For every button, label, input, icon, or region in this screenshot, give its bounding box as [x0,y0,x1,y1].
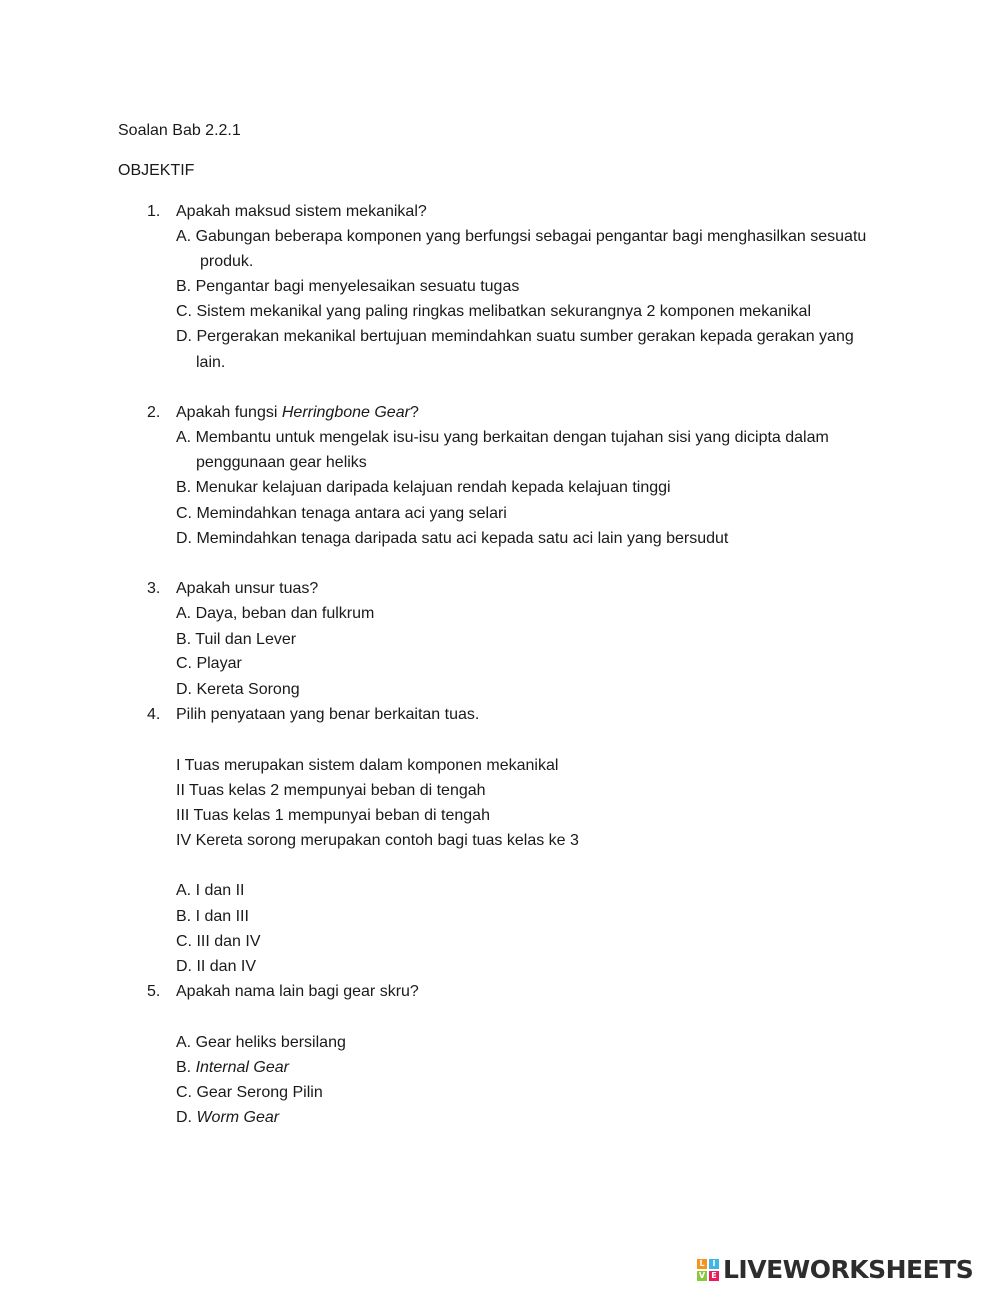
statement: II Tuas kelas 2 mempunyai beban di tengah [176,782,486,799]
question-text: Apakah fungsi Herringbone Gear? [176,404,419,421]
answer-option: A. Gear heliks bersilang [176,1034,346,1051]
answer-option: A. Daya, beban dan fulkrum [176,605,375,622]
answer-option: C. Sistem mekanikal yang paling ringkas melibatkan sekurangnya 2 komponen mekanikal [176,303,811,320]
question-number: 4. [147,706,161,723]
answer-option: D. Kereta Sorong [176,681,300,698]
question-text: Apakah maksud sistem mekanikal? [176,203,427,220]
gear-term: Worm Gear [196,1109,280,1126]
question-number: 2. [147,404,161,421]
logo-text: LIVEWORKSHEETS [723,1255,974,1284]
section-heading: OBJEKTIF [118,162,195,179]
answer-option: lain. [196,354,226,371]
answer-option: D. Pergerakan mekanikal bertujuan memindahkan suatu sumber gerakan kepada gerakan yang [176,328,854,345]
answer-option: B. I dan III [176,908,249,925]
question-number: 3. [147,580,161,597]
gear-term: Internal Gear [195,1059,289,1076]
logo-tile: L [697,1259,707,1269]
answer-option: B. Pengantar bagi menyelesaikan sesuatu tugas [176,278,520,295]
answer-option: C. Memindahkan tenaga antara aci yang selari [176,505,507,522]
answer-option: A. Gabungan beberapa komponen yang berfungsi sebagai pengantar bagi menghasilkan sesuatu [176,228,867,245]
answer-option: B. Menukar kelajuan daripada kelajuan rendah kepada kelajuan tinggi [176,479,671,496]
question-number: 1. [147,203,161,220]
answer-option: A. I dan II [176,882,245,899]
statement: IV Kereta sorong merupakan contoh bagi tuas kelas ke 3 [176,832,579,849]
logo-tile: V [698,1271,706,1280]
answer-option: C. Playar [176,655,242,672]
gear-term: Herringbone Gear [281,404,410,421]
question-text: Pilih penyataan yang benar berkaitan tuas. [176,706,480,723]
answer-option: D. II dan IV [176,958,257,975]
answer-option: produk. [200,253,254,270]
answer-option: D. Worm Gear [176,1109,280,1126]
page-title: Soalan Bab 2.2.1 [118,122,241,139]
liveworksheets-logo [697,1253,973,1287]
logo-tile: E [709,1271,719,1281]
answer-option: B. Internal Gear [176,1059,289,1076]
statement: III Tuas kelas 1 mempunyai beban di tengah [176,807,490,824]
question-number: 5. [147,983,161,1000]
answer-option: C. III dan IV [176,933,261,950]
answer-option: B. Tuil dan Lever [176,631,297,648]
logo-tiles [697,1259,719,1281]
question-text: Apakah unsur tuas? [176,580,319,597]
answer-option: D. Memindahkan tenaga daripada satu aci kepada satu aci lain yang bersudut [176,530,729,547]
answer-option: C. Gear Serong Pilin [176,1084,323,1101]
answer-option: penggunaan gear heliks [196,454,367,471]
question-text: Apakah nama lain bagi gear skru? [176,983,419,1000]
logo-tile: I [709,1259,719,1269]
statement: I Tuas merupakan sistem dalam komponen mekanikal [176,757,559,774]
answer-option: A. Membantu untuk mengelak isu-isu yang berkaitan dengan tujahan sisi yang dicipta dalam [176,429,829,446]
